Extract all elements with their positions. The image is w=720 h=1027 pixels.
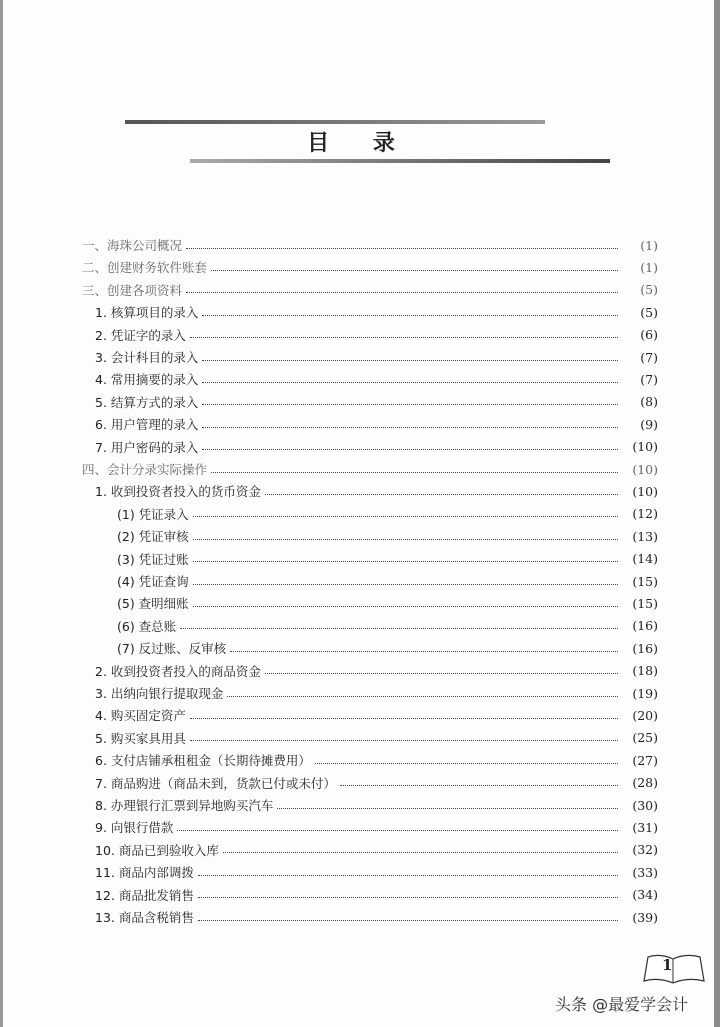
watermark: 头条 @最爱学会计 <box>555 995 689 1014</box>
toc-entry <box>0 861 720 883</box>
leader-dots <box>190 740 618 741</box>
leader-dots <box>230 651 618 652</box>
toc-entry-label: (3) 凭证过账 <box>117 551 189 567</box>
toc-entry-page: (5) <box>640 304 658 320</box>
toc-entry-label: 9. 向银行借款 <box>95 820 174 836</box>
leader-dots <box>202 382 618 383</box>
toc-entry-label: (4) 凭证查询 <box>117 574 189 589</box>
leader-dots <box>198 897 618 898</box>
toc-entry-label: 5. 购买家具用具 <box>95 730 186 746</box>
toc-entry-label: 3. 会计科目的录入 <box>95 350 199 365</box>
leader-dots <box>265 673 618 674</box>
toc-entry-label: 2. 收到投资者投入的商品资金 <box>95 663 261 679</box>
leader-dots <box>211 472 618 473</box>
toc-entry-page: (1) <box>640 259 658 275</box>
toc-entry-label: 7. 商品购进（商品未到，货款已付或未付） <box>95 775 336 791</box>
toc-entry <box>0 436 720 458</box>
leader-dots <box>223 852 618 853</box>
toc-entry-label: (5) 查明细账 <box>117 596 189 612</box>
toc-entry <box>0 525 720 547</box>
leader-dots <box>193 606 618 607</box>
toc-entry-page: (10) <box>632 461 658 477</box>
toc-entry <box>0 480 720 502</box>
leader-dots <box>315 763 618 764</box>
leader-dots <box>202 427 618 428</box>
toc-entry-label: (7) 反过账、反审核 <box>117 641 227 657</box>
toc-entry <box>0 906 720 928</box>
toc-entry-label: 5. 结算方式的录入 <box>95 394 199 410</box>
toc-entry <box>0 391 720 413</box>
leader-dots <box>177 830 618 831</box>
leader-dots <box>190 337 618 338</box>
toc-entry-label: 4. 购买固定资产 <box>95 708 186 724</box>
toc-entry <box>0 704 720 726</box>
toc-entry <box>0 592 720 614</box>
toc-entry-page: (7) <box>640 371 658 387</box>
toc-entry-page: (15) <box>632 595 658 611</box>
leader-dots <box>186 292 618 293</box>
toc-entry <box>0 570 720 592</box>
toc-entry <box>0 458 720 480</box>
toc-entry <box>0 839 720 861</box>
toc-entry-page: (16) <box>632 640 658 656</box>
leader-dots <box>227 696 618 697</box>
leader-dots <box>193 539 618 540</box>
toc-entry <box>0 615 720 637</box>
leader-dots <box>180 628 618 629</box>
toc-entry-label: 二、创建财务软件账套 <box>82 260 208 276</box>
toc-entry-page: (9) <box>640 416 658 432</box>
toc-entry-page: (25) <box>632 730 658 746</box>
toc-entry <box>0 727 720 749</box>
toc-entry-page: (28) <box>632 775 658 791</box>
toc-entry <box>0 794 720 816</box>
toc-entry-label: (2) 凭证审核 <box>117 529 189 545</box>
toc-entry <box>0 413 720 435</box>
toc-entry-page: (33) <box>632 864 658 880</box>
toc-entry-page: (10) <box>632 483 658 499</box>
toc-entry-label: 2. 凭证字的录入 <box>95 327 186 343</box>
toc-entry <box>0 637 720 659</box>
toc-entry <box>0 772 720 794</box>
leader-dots <box>193 516 618 517</box>
leader-dots <box>186 248 618 249</box>
toc-entry-label: 7. 用户密码的录入 <box>95 439 199 455</box>
toc-entry-page: (39) <box>632 909 658 925</box>
toc-entry-label: 1. 核算项目的录入 <box>95 305 199 321</box>
toc-entry-page: (31) <box>632 819 658 835</box>
leader-dots <box>211 270 618 271</box>
toc-entry-page: (16) <box>632 618 658 634</box>
toc-entry-page: (30) <box>632 797 658 813</box>
toc-entry-label: (6) 查总账 <box>117 618 177 634</box>
leader-dots <box>340 785 618 786</box>
toc-entry <box>0 234 720 256</box>
toc-entry-page: (32) <box>632 842 658 858</box>
toc-entry-page: (5) <box>640 282 658 298</box>
leader-dots <box>202 449 618 450</box>
toc-entry <box>0 749 720 771</box>
toc-entry <box>0 503 720 525</box>
toc-entry-label: 11. 商品内部调拨 <box>95 865 194 881</box>
toc-entry-label: 四、会计分录实际操作 <box>82 462 208 477</box>
leader-dots <box>193 561 618 562</box>
toc-entry <box>0 816 720 838</box>
toc-entry-page: (27) <box>632 752 658 768</box>
page-number: 1 <box>662 956 673 974</box>
toc-entry-page: (6) <box>640 327 658 343</box>
leader-dots <box>202 360 618 361</box>
toc-entry-label: 8. 办理银行汇票到异地购买汽车 <box>95 798 274 813</box>
leader-dots <box>198 920 618 921</box>
toc-entry <box>0 279 720 301</box>
toc-entry <box>0 301 720 323</box>
leader-dots <box>202 404 618 405</box>
toc-entry-page: (18) <box>632 663 658 679</box>
leader-dots <box>198 875 618 876</box>
toc-entry-page: (10) <box>632 439 658 455</box>
title-rule-top <box>125 120 545 124</box>
leader-dots <box>265 494 618 495</box>
toc-entry-label: 1. 收到投资者投入的货币资金 <box>95 484 261 500</box>
toc-entry-label: 13. 商品含税销售 <box>95 910 194 925</box>
toc-entry-label: 3. 出纳向银行提取现金 <box>95 686 224 701</box>
toc-entry <box>0 324 720 346</box>
title-rule-bottom <box>190 159 610 163</box>
toc-entry-page: (34) <box>632 887 658 903</box>
toc-entry <box>0 884 720 906</box>
leader-dots <box>193 584 618 585</box>
toc-entry-label: 6. 支付店铺承租租金（长期待摊费用） <box>95 753 311 769</box>
leader-dots <box>277 808 618 809</box>
open-book-icon <box>640 951 706 987</box>
leader-dots <box>190 718 618 719</box>
toc-entry <box>0 368 720 390</box>
toc-entry-page: (14) <box>632 551 658 567</box>
toc-entry <box>0 256 720 278</box>
toc-entry-page: (1) <box>640 237 658 253</box>
toc-entry <box>0 660 720 682</box>
toc-entry-label: (1) 凭证录入 <box>117 506 189 522</box>
toc-entry-page: (7) <box>640 349 658 365</box>
toc-entry-page: (20) <box>632 707 658 723</box>
toc-entry <box>0 346 720 368</box>
toc-entry-page: (12) <box>632 506 658 522</box>
toc-entry-page: (19) <box>632 685 658 701</box>
toc-entry-label: 6. 用户管理的录入 <box>95 417 199 433</box>
toc-entry-label: 一、海珠公司概况 <box>82 238 183 253</box>
toc-entry-page: (13) <box>632 528 658 544</box>
leader-dots <box>202 315 618 316</box>
toc-entry-label: 10. 商品已到验收入库 <box>95 842 219 858</box>
toc-entry-page: (15) <box>632 573 658 589</box>
toc-entry-label: 4. 常用摘要的录入 <box>95 372 199 388</box>
toc-entry-label: 三、创建各项资料 <box>82 282 183 298</box>
toc-entry-page: (8) <box>640 394 658 410</box>
toc-entry <box>0 548 720 570</box>
page-title: 目 录 <box>307 131 413 156</box>
toc-entry-label: 12. 商品批发销售 <box>95 887 194 903</box>
toc-entry <box>0 682 720 704</box>
